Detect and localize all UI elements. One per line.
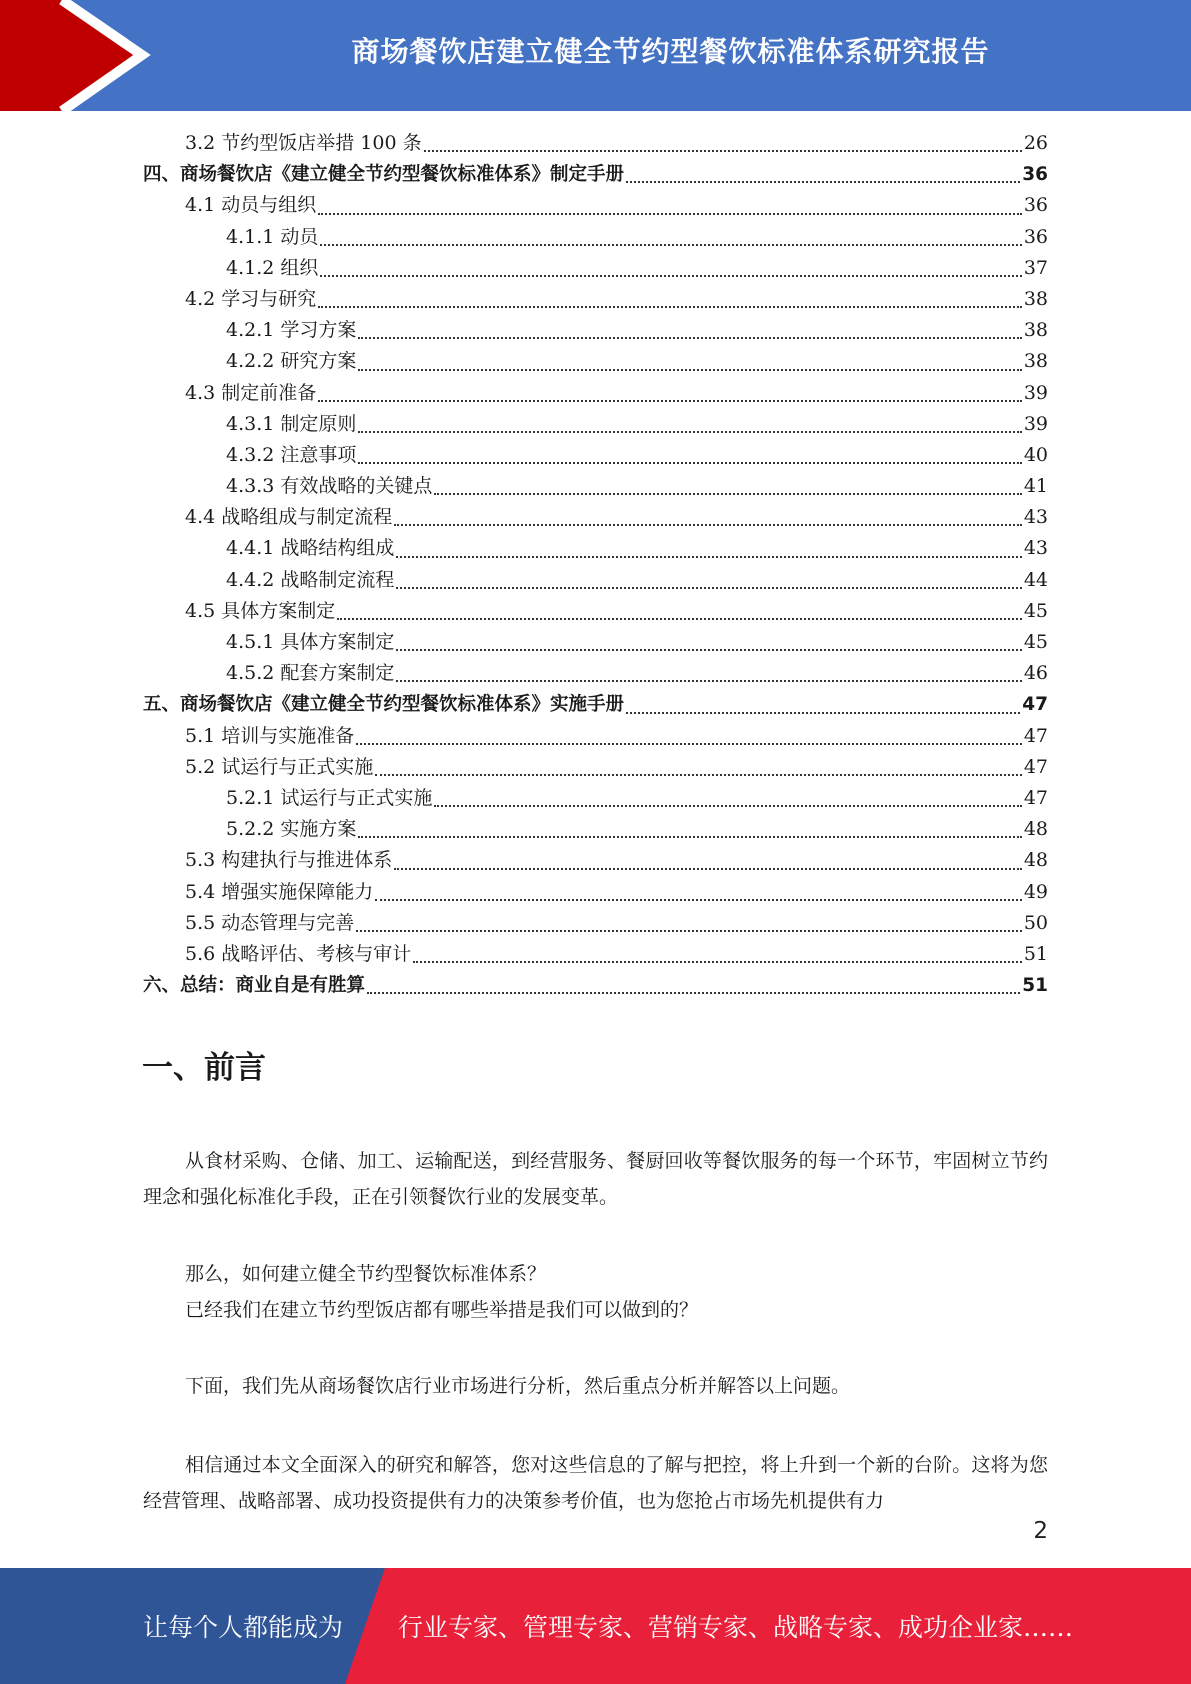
toc-entry[interactable] — [143, 128, 1048, 159]
toc-entry-page: 36 — [1023, 194, 1048, 217]
toc-dot-leader — [396, 648, 1021, 651]
toc-entry[interactable] — [143, 845, 1048, 876]
footer-slogan-right: 行业专家、管理专家、营销专家、战略专家、成功企业家…… — [398, 1613, 1074, 1642]
paragraph-conclusion — [143, 1447, 1048, 1519]
toc-entry[interactable] — [143, 689, 1048, 720]
toc-dot-leader — [413, 960, 1022, 963]
toc-dot-leader — [337, 617, 1022, 620]
toc-entry-label: 五、商场餐饮店《建立健全节约型餐饮标准体系》实施手册 — [143, 694, 625, 716]
toc-dot-leader — [358, 835, 1021, 838]
toc-entry-label: 5.2.1 试运行与正式实施 — [226, 786, 433, 809]
toc-entry-label: 4.5.2 配套方案制定 — [226, 662, 395, 685]
toc-entry[interactable] — [143, 440, 1048, 471]
toc-entry-page: 44 — [1023, 568, 1048, 591]
toc-entry[interactable] — [143, 284, 1048, 315]
toc-entry-label: 4.4 战略组成与制定流程 — [185, 506, 393, 529]
toc-dot-leader — [320, 243, 1021, 246]
question-line-2: 已经我们在建立节约型饭店都有哪些举措是我们可以做到的？ — [185, 1299, 699, 1321]
toc-entry-label: 4.4.2 战略制定流程 — [226, 568, 395, 591]
toc-entry-page: 50 — [1023, 911, 1048, 934]
toc-entry[interactable] — [143, 378, 1048, 409]
toc-dot-leader — [320, 274, 1021, 277]
toc-entry[interactable] — [143, 190, 1048, 221]
toc-entry-label: 5.3 构建执行与推进体系 — [185, 849, 393, 872]
toc-entry[interactable] — [143, 565, 1048, 596]
toc-dot-leader — [367, 991, 1020, 994]
toc-entry-label: 4.3.3 有效战略的关键点 — [226, 475, 433, 498]
toc-entry-label: 4.1 动员与组织 — [185, 194, 317, 217]
toc-entry[interactable] — [143, 222, 1048, 253]
toc-dot-leader — [318, 212, 1022, 215]
paragraph-text: 下面，我们先从商场餐饮店行业市场进行分析，然后重点分析并解答以上问题。 — [185, 1375, 851, 1397]
toc-entry-page: 38 — [1023, 319, 1048, 342]
page-footer — [0, 1568, 1191, 1684]
toc-entry[interactable] — [143, 783, 1048, 814]
toc-dot-leader — [375, 898, 1022, 901]
toc-dot-leader — [394, 867, 1022, 870]
toc-dot-leader — [356, 742, 1022, 745]
toc-entry-label: 4.1.1 动员 — [226, 225, 319, 248]
toc-entry-page: 26 — [1023, 132, 1048, 154]
toc-entry[interactable] — [143, 877, 1048, 908]
toc-entry-label: 4.2.1 学习方案 — [226, 319, 357, 342]
toc-dot-leader — [358, 461, 1021, 464]
toc-entry-page: 39 — [1023, 412, 1048, 435]
toc-entry-label: 5.2 试运行与正式实施 — [185, 755, 374, 778]
toc-entry[interactable] — [143, 253, 1048, 284]
toc-entry-label: 4.5.1 具体方案制定 — [226, 631, 395, 653]
toc-entry-page: 47 — [1023, 724, 1048, 747]
section-heading: 一、前言 — [142, 1050, 266, 1086]
toc-entry[interactable] — [143, 970, 1048, 1001]
toc-entry[interactable] — [143, 315, 1048, 346]
toc-dot-leader — [375, 773, 1022, 776]
toc-entry-page: 48 — [1023, 818, 1048, 841]
toc-entry-page: 40 — [1023, 443, 1048, 466]
toc-dot-leader — [394, 523, 1022, 526]
toc-entry-label: 4.2.2 研究方案 — [226, 350, 357, 373]
toc-entry[interactable] — [143, 908, 1048, 939]
toc-entry-page: 46 — [1023, 662, 1048, 685]
toc-entry-page: 43 — [1023, 506, 1048, 529]
toc-entry-label: 4.3.2 注意事项 — [226, 443, 357, 466]
toc-entry-page: 36 — [1022, 164, 1048, 186]
toc-entry-label: 4.3.1 制定原则 — [226, 412, 357, 435]
toc-entry-page: 38 — [1023, 287, 1048, 310]
toc-entry[interactable] — [143, 658, 1048, 689]
toc-entry[interactable] — [143, 159, 1048, 190]
toc-entry[interactable] — [143, 752, 1048, 783]
toc-entry-page: 51 — [1023, 942, 1048, 965]
toc-dot-leader — [434, 804, 1021, 807]
toc-entry-page: 43 — [1023, 537, 1048, 560]
toc-entry-page: 45 — [1023, 599, 1048, 622]
toc-entry-label: 5.4 增强实施保障能力 — [185, 880, 374, 903]
toc-entry-page: 48 — [1023, 849, 1048, 872]
toc-entry-label: 四、商场餐饮店《建立健全节约型餐饮标准体系》制定手册 — [143, 164, 625, 186]
toc-entry[interactable] — [143, 627, 1048, 658]
toc-entry-page: 47 — [1023, 755, 1048, 778]
toc-dot-leader — [396, 555, 1021, 558]
table-of-contents — [143, 128, 1048, 1001]
toc-entry[interactable] — [143, 939, 1048, 970]
page-header — [0, 0, 1191, 111]
toc-entry-label: 5.1 培训与实施准备 — [185, 724, 355, 747]
toc-entry-label: 4.4.1 战略结构组成 — [226, 537, 395, 560]
toc-dot-leader — [318, 305, 1022, 308]
header-arrow-decoration — [0, 0, 160, 111]
toc-entry[interactable] — [143, 409, 1048, 440]
toc-entry-label: 3.2 节约型饭店举措 100 条 — [185, 132, 422, 154]
toc-entry-label: 4.3 制定前准备 — [185, 381, 317, 404]
toc-dot-leader — [396, 679, 1021, 682]
toc-dot-leader — [626, 711, 1020, 714]
toc-entry-label: 5.5 动态管理与完善 — [185, 911, 355, 934]
toc-entry[interactable] — [143, 502, 1048, 533]
paragraph-text: 从食材采购、仓储、加工、运输配送，到经营服务、餐厨回收等餐饮服务的每一个环节，牢固树立节约理念和强化标准化手段，正在引领餐饮行业的发展变革。 — [143, 1150, 1048, 1208]
toc-entry-label: 4.5 具体方案制定 — [185, 599, 336, 622]
toc-dot-leader — [424, 149, 1022, 152]
toc-entry[interactable] — [143, 533, 1048, 564]
toc-dot-leader — [434, 492, 1021, 495]
toc-entry-page: 47 — [1023, 786, 1048, 809]
toc-entry-page: 51 — [1022, 975, 1048, 997]
page-number: 2 — [1033, 1518, 1048, 1544]
paragraph-questions — [143, 1256, 1048, 1328]
toc-entry-label: 5.2.2 实施方案 — [226, 818, 357, 841]
toc-entry-page: 47 — [1022, 694, 1048, 716]
toc-entry-page: 36 — [1023, 225, 1048, 248]
toc-entry[interactable] — [143, 814, 1048, 845]
toc-dot-leader — [358, 368, 1021, 371]
question-line-1: 那么，如何建立健全节约型餐饮标准体系？ — [185, 1263, 547, 1285]
toc-dot-leader — [358, 336, 1021, 339]
paragraph-intro — [143, 1143, 1048, 1215]
paragraph-text: 相信通过本文全面深入的研究和解答，您对这些信息的了解与把控，将上升到一个新的台阶。这将为您经营管理、战略部署、成功投资提供有力的决策参考价值，也为您抢占市场先机提供有力 — [143, 1454, 1048, 1512]
toc-entry-label: 4.2 学习与研究 — [185, 287, 317, 310]
toc-entry-page: 37 — [1023, 256, 1048, 279]
toc-dot-leader — [396, 586, 1021, 589]
toc-entry-label: 六、总结：商业自是有胜算 — [143, 975, 366, 997]
toc-entry[interactable] — [143, 596, 1048, 627]
footer-slogan-left: 让每个人都能成为 — [143, 1613, 344, 1642]
paragraph-analysis — [143, 1368, 1048, 1404]
toc-dot-leader — [318, 399, 1022, 402]
toc-entry[interactable] — [143, 346, 1048, 377]
toc-entry-page: 41 — [1023, 475, 1048, 498]
toc-entry-page: 45 — [1023, 631, 1048, 653]
toc-dot-leader — [358, 430, 1021, 433]
toc-dot-leader — [356, 929, 1022, 932]
toc-entry-label: 4.1.2 组织 — [226, 256, 319, 279]
toc-entry-label: 5.6 战略评估、考核与审计 — [185, 942, 412, 965]
toc-entry-page: 38 — [1023, 350, 1048, 373]
document-title: 商场餐饮店建立健全节约型餐饮标准体系研究报告 — [351, 35, 990, 68]
toc-entry-page: 49 — [1023, 880, 1048, 903]
toc-entry-page: 39 — [1023, 381, 1048, 404]
toc-dot-leader — [626, 180, 1020, 183]
toc-entry[interactable] — [143, 721, 1048, 752]
toc-entry[interactable] — [143, 471, 1048, 502]
